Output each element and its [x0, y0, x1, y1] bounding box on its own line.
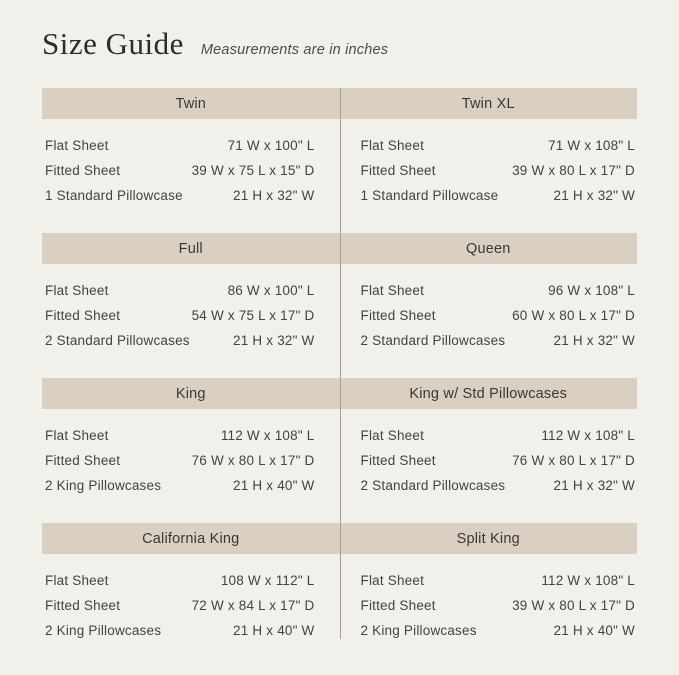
spec-label: Flat Sheet [45, 138, 109, 153]
size-table [42, 88, 637, 639]
spec-row [361, 428, 636, 444]
spec-row [45, 163, 315, 179]
spec-label: Fitted Sheet [360, 598, 436, 613]
spec-label: Flat Sheet [45, 283, 109, 298]
spec-label: Flat Sheet [360, 573, 425, 588]
section-title: Queen [465, 240, 511, 257]
spec-label: Flat Sheet [45, 428, 109, 443]
spec-value: 21 H x 32" W [233, 188, 315, 203]
spec-value: 39 W x 75 L x 15" D [191, 163, 315, 178]
spec-value: 39 W x 80 L x 17" D [512, 163, 635, 178]
spec-value: 39 W x 80 L x 17" D [512, 598, 635, 613]
section-king [42, 378, 340, 523]
section-rows [42, 119, 340, 233]
section-header-bar [42, 378, 340, 409]
spec-label: Fitted Sheet [45, 308, 121, 323]
section-header-bar [340, 523, 638, 554]
spec-label: 2 King Pillowcases [45, 623, 162, 638]
spec-label: 2 King Pillowcases [360, 623, 477, 638]
page-title: Size Guide [42, 26, 184, 61]
spec-label: Fitted Sheet [45, 453, 121, 468]
section-header-bar [42, 233, 340, 264]
section-california-king [42, 523, 340, 639]
spec-value: 21 H x 40" W [233, 623, 315, 638]
section-rows [42, 409, 340, 523]
spec-label: Fitted Sheet [360, 308, 436, 323]
spec-value: 96 W x 108" L [548, 283, 635, 298]
spec-value: 21 H x 32" W [553, 188, 635, 203]
spec-value: 71 W x 108" L [548, 138, 635, 153]
spec-value: 112 W x 108" L [541, 428, 635, 443]
section-rows [42, 554, 340, 639]
spec-row [361, 163, 636, 179]
spec-value: 21 H x 40" W [553, 623, 635, 638]
spec-value: 60 W x 80 L x 17" D [512, 308, 635, 323]
spec-label: Fitted Sheet [360, 453, 436, 468]
section-queen [340, 233, 638, 378]
section-title: Full [178, 240, 203, 257]
spec-value: 21 H x 40" W [233, 478, 315, 493]
spec-label: 2 Standard Pillowcases [45, 333, 190, 348]
spec-row [361, 138, 636, 154]
spec-label: Flat Sheet [360, 138, 425, 153]
section-twin-xl [340, 88, 638, 233]
spec-value: 21 H x 32" W [553, 478, 635, 493]
section-header-bar [340, 88, 638, 119]
spec-value: 112 W x 108" L [541, 573, 635, 588]
section-header-bar [340, 233, 638, 264]
spec-row [45, 478, 315, 494]
spec-row [45, 598, 315, 614]
spec-row [45, 188, 315, 204]
spec-label: Flat Sheet [45, 573, 109, 588]
section-rows [340, 264, 638, 378]
spec-row [361, 478, 636, 494]
spec-value: 71 W x 100" L [227, 138, 315, 153]
column-divider [340, 88, 341, 639]
spec-value: 86 W x 100" L [227, 283, 315, 298]
spec-label: 2 Standard Pillowcases [360, 333, 506, 348]
title-row [42, 25, 637, 62]
spec-row [361, 283, 636, 299]
section-title: Twin XL [461, 95, 515, 112]
spec-value: 21 H x 32" W [553, 333, 635, 348]
spec-row [361, 623, 636, 639]
page-subtitle: Measurements are in inches [200, 42, 389, 58]
spec-label: Fitted Sheet [360, 163, 436, 178]
section-rows [340, 409, 638, 523]
spec-label: 1 Standard Pillowcase [45, 188, 183, 203]
spec-row [45, 138, 315, 154]
spec-label: Fitted Sheet [45, 163, 121, 178]
spec-label: Flat Sheet [360, 428, 425, 443]
section-title: Split King [456, 530, 520, 547]
spec-row [45, 333, 315, 349]
section-header-bar [42, 88, 340, 119]
spec-value: 54 W x 75 L x 17" D [191, 308, 315, 323]
spec-value: 72 W x 84 L x 17" D [191, 598, 315, 613]
section-title: King [175, 385, 206, 402]
spec-row [361, 598, 636, 614]
section-rows [42, 264, 340, 378]
spec-label: 2 Standard Pillowcases [360, 478, 506, 493]
section-header-bar [340, 378, 638, 409]
spec-label: 2 King Pillowcases [45, 478, 162, 493]
spec-row [45, 428, 315, 444]
spec-row [361, 573, 636, 589]
spec-label: 1 Standard Pillowcase [360, 188, 499, 203]
spec-label: Fitted Sheet [45, 598, 121, 613]
section-twin [42, 88, 340, 233]
section-king-std-pillowcases [340, 378, 638, 523]
section-title: California King [142, 530, 240, 547]
spec-row [45, 308, 315, 324]
section-title: King w/ Std Pillowcases [409, 385, 568, 402]
spec-row [45, 283, 315, 299]
spec-value: 76 W x 80 L x 17" D [191, 453, 315, 468]
spec-row [361, 333, 636, 349]
spec-value: 112 W x 108" L [220, 428, 315, 443]
section-rows [340, 554, 638, 639]
spec-row [45, 453, 315, 469]
section-rows [340, 119, 638, 233]
spec-row [361, 188, 636, 204]
spec-label: Flat Sheet [360, 283, 425, 298]
spec-row [45, 573, 315, 589]
spec-row [361, 308, 636, 324]
section-split-king [340, 523, 638, 639]
spec-value: 108 W x 112" L [220, 573, 315, 588]
spec-row [45, 623, 315, 639]
spec-value: 21 H x 32" W [233, 333, 315, 348]
spec-value: 76 W x 80 L x 17" D [512, 453, 635, 468]
section-full [42, 233, 340, 378]
section-header-bar [42, 523, 340, 554]
section-title: Twin [175, 95, 207, 112]
spec-row [361, 453, 636, 469]
